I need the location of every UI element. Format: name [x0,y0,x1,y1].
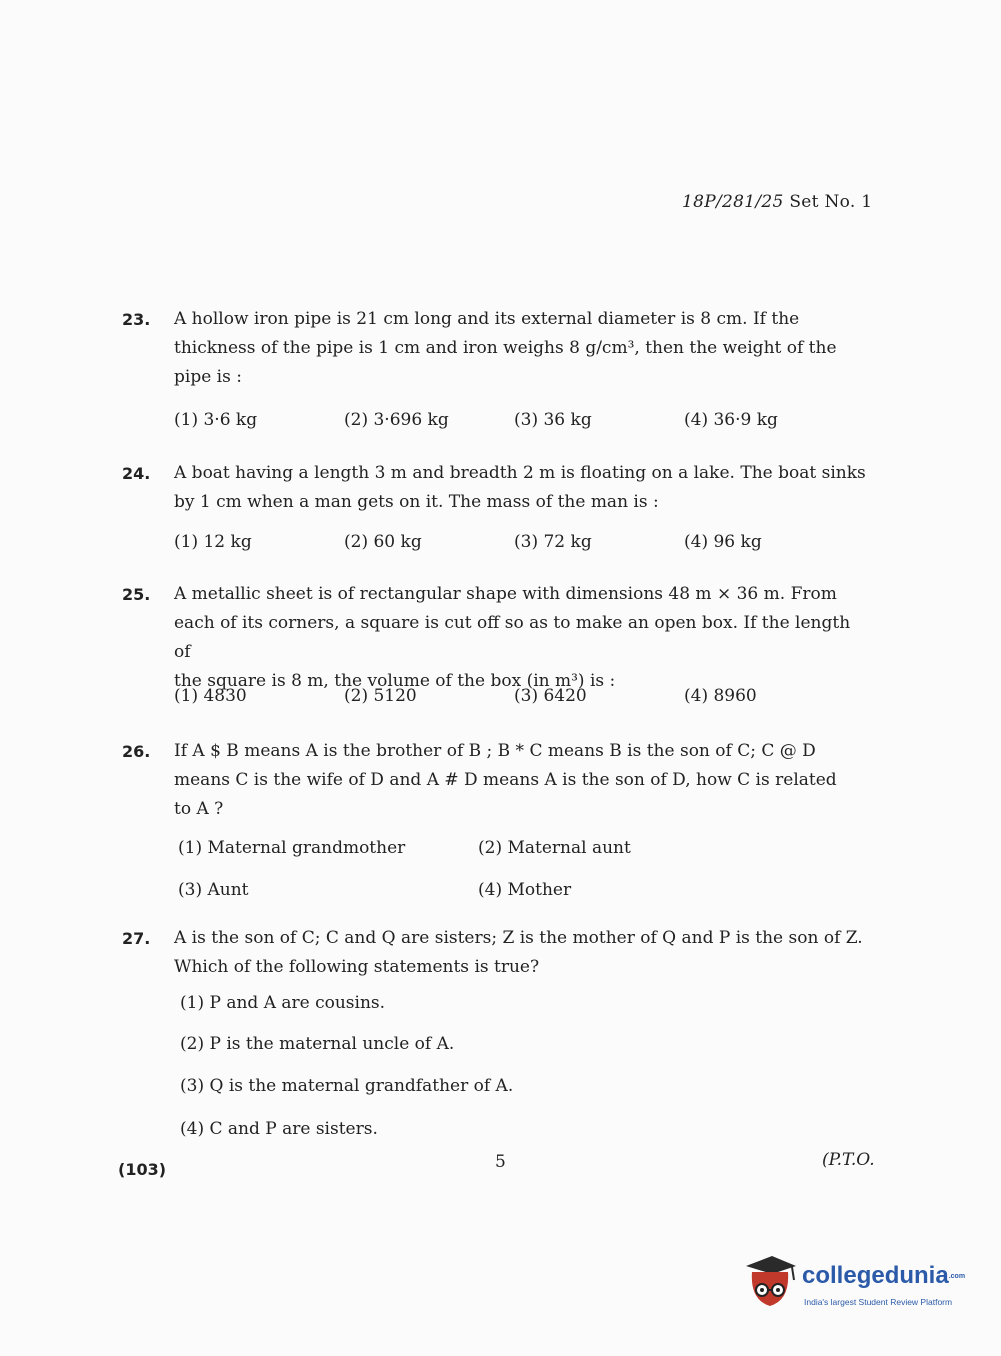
option-4: (4) 8960 [684,686,757,706]
options-25 [174,686,874,706]
set-number: Set No. 1 [789,192,873,212]
option-3: (3) Q is the maternal grandfather of A. [180,1076,514,1096]
question-text: A metallic sheet is of rectangular shape with dimensions 48 m × 36 m. From each of its corners, a square is cut off so as to make an open box. If the length of the square is 8 m, the volume of the box (in m³) is : [174,584,851,691]
question-text: If A $ B means A is the brother of B ; B * C means B is the son of C; C @ D means C is the wife of D and A # D means A is the son of D, how C is related to A ? [174,741,837,819]
options-26-row-2 [178,880,778,900]
option-4: (4) C and P are sisters. [180,1119,378,1139]
option-3: (3) 36 kg [514,410,592,430]
please-turn-over: (P.T.O. [822,1150,875,1170]
options-26-row-1 [178,838,778,858]
option-1: (1) 12 kg [174,532,252,552]
option-2: (2) 60 kg [344,532,422,552]
options-24 [174,532,874,552]
mascot-icon [742,1252,798,1312]
paper-code-header [682,192,872,212]
option-3: (3) 72 kg [514,532,592,552]
option-3: (3) 6420 [514,686,587,706]
question-text: A hollow iron pipe is 21 cm long and its external diameter is 8 cm. If the thickness of the pipe is 1 cm and iron weighs 8 g/cm³, then the weight of the pipe is : [174,309,837,387]
option-4: (4) 96 kg [684,532,762,552]
option-1: (1) 4830 [174,686,247,706]
option-2: (2) P is the maternal uncle of A. [180,1034,455,1054]
option-1: (1) P and A are cousins. [180,993,386,1013]
question-24 [122,459,870,517]
logo-suffix: .com [948,1273,966,1281]
question-number: 26. [122,742,151,761]
paper-code: 18P/281/25 [682,192,784,212]
question-26 [122,737,870,824]
option-4: (4) Mother [478,880,572,900]
question-number: 23. [122,310,151,329]
collegedunia-logo [742,1248,972,1318]
question-text: A is the son of C; C and Q are sisters; Z is the mother of Q and P is the son of Z. Which of the following statements is true? [174,928,863,977]
question-number: 27. [122,929,151,948]
paper-footer-code: (103) [118,1160,167,1179]
logo-name: collegedunia [802,1262,949,1289]
logo-wordmark [802,1262,965,1290]
question-27 [122,924,870,982]
option-3: (3) Aunt [178,880,249,900]
option-2: (2) 5120 [344,686,417,706]
question-number: 24. [122,464,151,483]
question-number: 25. [122,585,151,604]
option-2: (2) 3·696 kg [344,410,449,430]
logo-tagline: India's largest Student Review Platform [804,1297,953,1307]
option-2: (2) Maternal aunt [478,838,631,858]
question-25 [122,580,870,696]
page-number: 5 [495,1152,506,1172]
options-23 [174,410,874,430]
option-1: (1) 3·6 kg [174,410,258,430]
question-23 [122,305,870,392]
option-4: (4) 36·9 kg [684,410,778,430]
option-1: (1) Maternal grandmother [178,838,406,858]
question-text: A boat having a length 3 m and breadth 2 m is floating on a lake. The boat sinks by 1 cm when a man gets on it. The mass of the man is : [174,463,866,512]
